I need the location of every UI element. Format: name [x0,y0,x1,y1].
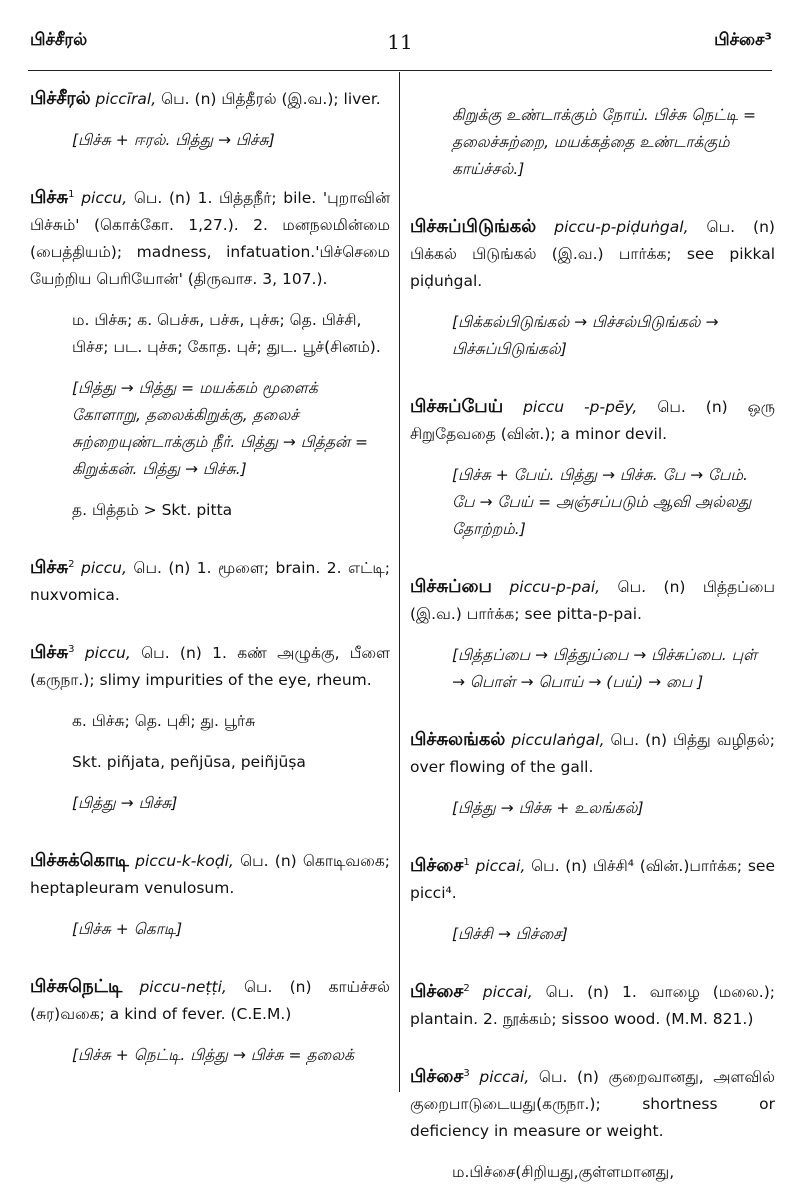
entry-line [410,573,775,628]
running-head-right: பிச்சை³ [714,30,772,50]
spacer [30,1028,390,1042]
spacer [410,543,775,573]
headword: பிச்சீரல் [30,88,91,109]
transliteration: piccu-neṭṭi, [139,978,227,996]
spacer [410,628,775,642]
definition: பெ. (n) ஒரு சிறுதேவதை (வின்.); a minor devil. [410,398,775,443]
dictionary-entry [30,847,390,943]
definition: பெ. (n) குறைவானது, அளவில் குறைபாடுடையது(கருநா.); shortness or deficiency in measure or weight. [410,1068,776,1140]
headword: பிச்சை [410,1066,464,1087]
spacer [410,822,775,852]
etymology: [பிக்கல்பிடுங்கல் → பிச்சல்பிடுங்கல் → பிச்சுப்பிடுங்கல்] [452,313,719,358]
homonym-number: 1 [463,856,470,868]
cognates: ம.பிச்சை(சிறியது,குள்ளமானது, [452,1163,675,1181]
definition: பெ. (n) 1. வாழை (மலை.); plantain. 2. நூக்கம்; sissoo wood. (M.M. 821.) [410,983,776,1028]
page-header [0,30,800,70]
spacer [410,907,775,921]
transliteration: piccu, [81,189,128,207]
entry-line [30,639,390,694]
etymology: [பித்து → பிச்சு + உலங்கல்] [452,799,644,817]
entry-line [410,726,775,781]
entry-line [410,393,775,448]
spacer [410,363,775,393]
entry-line [30,554,390,609]
definition: பெ. (n) கொடிவகை; heptapleuram venulosum. [30,852,390,897]
definition: பெ. (n) பிக்கல் பிடுங்கல் (இ.வ.) பார்க்க; see pikkal piḍuṅgal. [410,218,775,290]
headword: பிச்சுப்பை [410,576,492,597]
definition: பெ. (n) பித்தீரல் (இ.வ.); liver. [161,90,381,108]
homonym-number: 3 [463,1067,470,1079]
homonym-number: 1 [68,188,75,200]
dictionary-entry [30,639,390,817]
spacer [410,781,775,795]
etymology: [பித்து → பித்து = மயக்கம் மூளைக் கோளாறு, தலைக்கிறுக்கு, தலைச் சுற்றையுண்டாக்கும் நீர். பித்து → பித்தன் = கிறுக்கன். பித்து → பிச்சு.] [72,379,368,478]
entry-line [30,973,390,1028]
spacer [410,1145,775,1159]
dictionary-entry [30,554,390,609]
running-head-left: பிச்சீரல் [30,30,88,50]
dictionary-entry [410,1063,775,1186]
spacer [30,483,390,497]
transliteration: piccai, [479,1068,530,1086]
transliteration: piccu, [80,559,127,577]
page-number: 11 [387,30,413,54]
column-divider [399,72,400,1092]
dictionary-entry [30,85,390,154]
entry-line [410,213,775,295]
homonym-number: 2 [68,558,75,570]
headword: பிச்சுலங்கல் [410,729,506,750]
transliteration: piccīral, [95,90,157,108]
dictionary-entry [410,978,775,1033]
right-column [410,88,775,1186]
spacer [30,776,390,790]
spacer [410,696,775,726]
transliteration: piccai, [482,983,533,1001]
definition: பெ. (n) பிச்சி⁴ (வின்.)பார்க்க; see picci⁴. [410,857,775,902]
etymology: [பித்து → பிச்சு] [72,794,178,812]
etymology: கிறுக்கு உண்டாக்கும் நோய். பிச்சு நெட்டி = தலைச்சுற்றை, மயக்கத்தை உண்டாக்கும் காய்ச்சல்.] [452,106,756,178]
transliteration: piccu-p-pai, [509,578,601,596]
dictionary-entry [410,852,775,948]
definition: பெ. (n) பித்து வழிதல்; over flowing of the gall. [410,731,775,776]
spacer [410,183,775,213]
dictionary-entry [410,88,775,183]
entry-line [410,1063,775,1145]
headword: பிச்சுக்கொடி [30,850,129,871]
transliteration: piccu-k-koḍi, [135,852,234,870]
spacer [30,524,390,554]
dictionary-entry [410,213,775,363]
etymology: [பிச்சி → பிச்சை] [452,925,568,943]
spacer [30,154,390,184]
homonym-number: 3 [68,643,75,655]
etymology: [பிச்சு + பேய். பித்து → பிச்சு. பே → பேம். பே → பேய் = அஞ்சப்படும் ஆவி அல்லது தோற்றம்.] [452,466,752,538]
cognates: Skt. piñjata, peñjūsa, peiñjūṣa [72,753,306,771]
definition: பெ. (n) 1. பித்தநீர்; bile. 'புறாவின் பிச்சும்' (கொக்கோ. 1,27.). 2. மனநலமின்மை (பைத்தியம்); madness, infatuation.'பிச்செமை யேற்றிய பெரியோன்' (திருவாச. 3, 107.). [30,189,390,288]
dictionary-entry [410,393,775,543]
transliteration: piccu-p-piḍuṅgal, [554,218,689,236]
spacer [30,902,390,916]
definition: பெ. (n) காய்ச்சல் (சுர)வகை; a kind of fever. (C.E.M.) [30,978,390,1023]
dictionary-entry [410,726,775,822]
spacer [410,1033,775,1063]
entry-line [30,184,390,293]
etymology: [பித்தப்பை → பித்துப்பை → பிச்சுப்பை. புள் → பொள் → பொய் → (பய்) → பை ] [452,646,758,691]
homonym-number: 2 [463,982,470,994]
left-column [30,85,390,1069]
headword: பிச்சுப்பிடுங்கல் [410,216,537,237]
spacer [30,113,390,127]
spacer [410,948,775,978]
spacer [30,943,390,973]
headword: பிச்சை [410,855,464,876]
entry-line [410,852,775,907]
dictionary-entry [30,973,390,1069]
cognates: க. பிச்சு; தெ. புசி; து. பூர்சு [72,712,256,730]
etymology: [பிச்சு + கொடி] [72,920,183,938]
headword: பிச்சு [30,557,69,578]
header-rule [28,70,772,71]
spacer [410,448,775,462]
transliteration: piccu -p-pēy, [523,398,638,416]
spacer [410,88,775,102]
spacer [30,735,390,749]
headword: பிச்சுப்பேய் [410,396,504,417]
dictionary-entry [30,184,390,524]
headword: பிச்சுநெட்டி [30,976,123,997]
entry-line [30,85,390,113]
spacer [30,361,390,375]
transliteration: picculaṅgal, [511,731,605,749]
headword: பிச்சு [30,642,69,663]
headword: பிச்சை [410,981,464,1002]
dictionary-entry [410,573,775,696]
etymology: [பிச்சு + நெட்டி. பித்து → பிச்சு = தலைக் [72,1046,354,1064]
definition: பெ. (n) 1. மூளை; brain. 2. எட்டி; nuxvomica. [30,559,390,604]
transliteration: piccai, [475,857,526,875]
spacer [30,609,390,639]
transliteration: piccu, [84,644,131,662]
cognates: ம. பிச்சு; க. பெச்சு, பச்சு, புச்சு; தெ. பிச்சி, பிச்ச; பட. புச்சு; கோத. புச்; துட. பூச்(சினம்). [72,311,381,356]
etymology: [பிச்சு + ஈரல். பித்து → பிச்சு] [72,131,275,149]
spacer [30,694,390,708]
cognates: த. பித்தம் > Skt. pitta [72,501,233,519]
definition: பெ. (n) பித்தப்பை (இ.வ.) பார்க்க; see pitta-p-pai. [410,578,775,623]
spacer [30,817,390,847]
entry-line [30,847,390,902]
spacer [410,295,775,309]
headword: பிச்சு [30,187,69,208]
entry-line [410,978,775,1033]
definition: பெ. (n) 1. கண் அழுக்கு, பீளை (கருநா.); slimy impurities of the eye, rheum. [30,644,390,689]
spacer [30,293,390,307]
